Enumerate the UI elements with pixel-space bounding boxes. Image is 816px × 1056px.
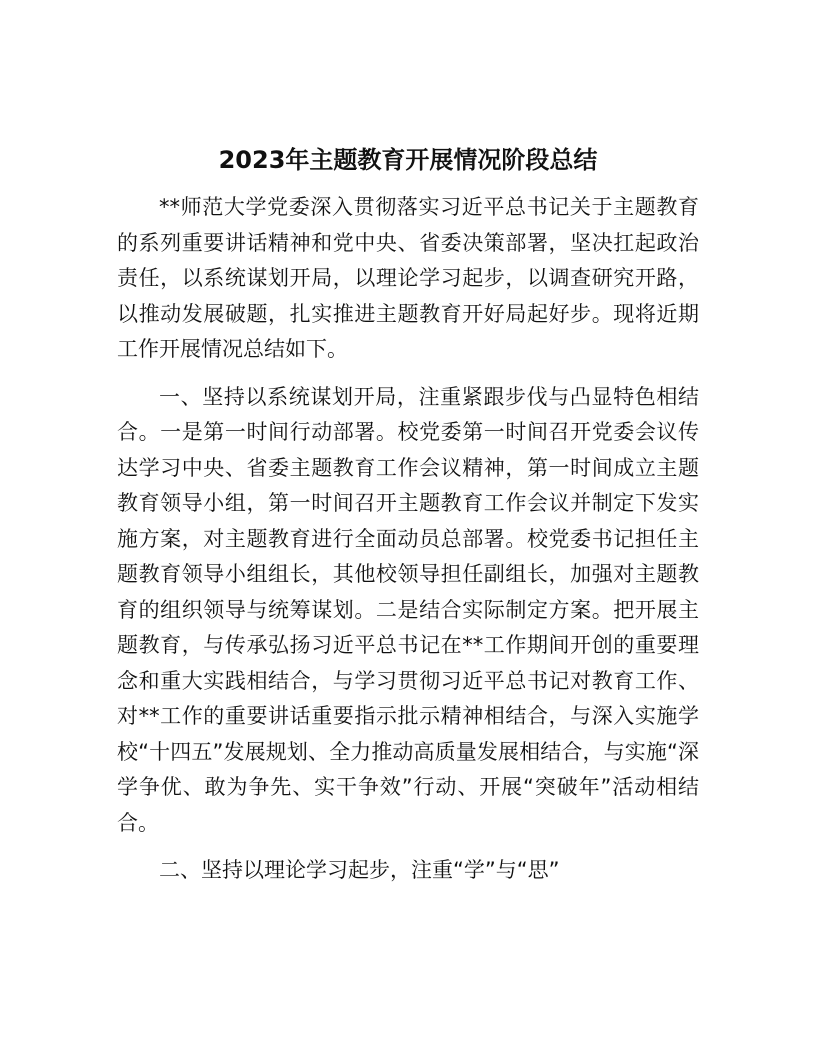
document-title: 2023年主题教育开展情况阶段总结 — [218, 146, 598, 174]
document-body — [117, 190, 699, 889]
paragraph-section-one: 一、坚持以系统谋划开局，注重紧跟步伐与凸显特色相结合。一是第一时间行动部署。校党委第一时间召开党委会议传达学习中央、省委主题教育工作会议精神，第一时间成立主题教育领导小组，第一时间召开主题教育工作会议并制定下发实施方案，对主题教育进行全面动员总部署。校党委书记担任主题教育领导小组组长，其他校领导担任副组长，加强对主题教育的组织领导与统筹谋划。二是结合实际制定方案。把开展主题教育，与传承弘扬习近平总书记在**工作期间开创的重要理念和重大实践相结合，与学习贯彻习近平总书记对教育工作、对**工作的重要讲话重要指示批示精神相结合，与深入实施学校“十四五”发展规划、全力推动高质量发展相结合，与实施“深学争优、敢为争先、实干争效”行动、开展“突破年”活动相结合。 — [117, 384, 699, 835]
paragraph-section-two: 二、坚持以理论学习起步，注重“学”与“思” — [159, 858, 560, 882]
paragraph-intro: **师范大学党委深入贯彻落实习近平总书记关于主题教育的系列重要讲话精神和党中央、省委决策部署，坚决扛起政治责任，以系统谋划开局，以理论学习起步，以调查研究开路，以推动发展破题，扎实推进主题教育开好局起好步。现将近期工作开展情况总结如下。 — [117, 195, 699, 361]
